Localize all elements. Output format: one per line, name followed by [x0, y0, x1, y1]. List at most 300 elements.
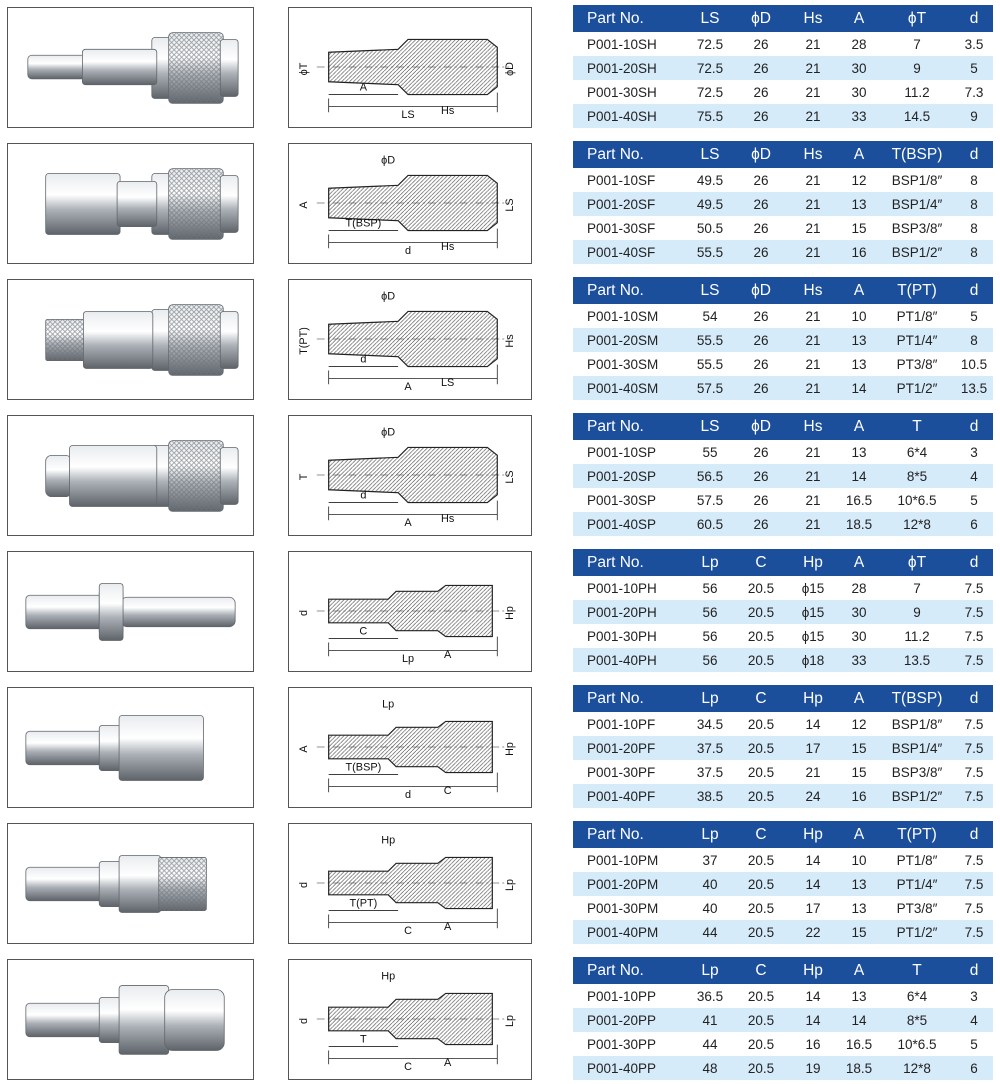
part-number-cell: P001-40SH — [573, 104, 685, 128]
hex-nut — [119, 986, 169, 1055]
spec-cell: 20.5 — [747, 900, 775, 916]
table-row — [573, 328, 993, 352]
spec-cell: 21 — [787, 328, 839, 352]
part-number-cell: P001-40PH — [573, 648, 685, 672]
spec-cell: 12 — [851, 716, 867, 732]
spec-cell: 8*5 — [879, 1008, 955, 1032]
column-header: C — [735, 957, 787, 984]
spec-cell: 57.5 — [696, 492, 724, 508]
table-header-row — [573, 277, 993, 304]
hex-collar — [99, 583, 123, 640]
spec-cell: 14 — [805, 852, 821, 868]
table-row — [573, 304, 993, 328]
spec-cell: 20.5 — [747, 716, 775, 732]
spec-cell: 13.5 — [955, 376, 993, 400]
spec-cell: 7 — [913, 36, 921, 52]
spec-cell: 56.5 — [685, 464, 735, 488]
part-number-cell: P001-30PM — [587, 900, 659, 916]
table-row — [573, 352, 993, 376]
spec-cell: 55.5 — [685, 240, 735, 264]
spec-cell: 4 — [955, 464, 993, 488]
dimension-label-t: T — [360, 1033, 367, 1046]
spec-cell: 10.5 — [960, 356, 988, 372]
dimension-label-d: d — [360, 489, 367, 502]
dimension-label-hp: Hp — [381, 834, 396, 847]
spec-cell: 26 — [753, 172, 769, 188]
dimension-label-d: ϕD — [504, 62, 517, 76]
dimension-label-hp: Hp — [381, 970, 396, 983]
dimension-diagram — [288, 959, 532, 1080]
spec-cell: 55.5 — [696, 356, 724, 372]
spec-cell: 21 — [805, 308, 821, 324]
column-header: Hs — [787, 141, 839, 168]
part-number-cell: P001-30PP — [587, 1036, 657, 1052]
dimension-label-ls: LS — [504, 470, 517, 484]
spec-cell: PT1/2″ — [879, 376, 955, 400]
spec-cell: 21 — [787, 192, 839, 216]
table-header-row — [573, 5, 993, 32]
dimension-diagram — [288, 7, 532, 128]
spec-cell: 26 — [735, 104, 787, 128]
table-row — [573, 512, 993, 536]
spec-cell: 26 — [753, 356, 769, 372]
spec-cell: 48 — [685, 1056, 735, 1080]
spec-cell: 20.5 — [735, 1056, 787, 1080]
column-header: d — [955, 141, 993, 168]
plug-female-thread-photo — [7, 687, 254, 808]
spec-cell: 26 — [735, 192, 787, 216]
dimension-label-lp: Lp — [401, 653, 415, 666]
spec-cell: 13 — [851, 444, 867, 460]
table-header-row — [573, 141, 993, 168]
dimension-label-a: A — [404, 381, 412, 394]
spec-cell: 33 — [839, 648, 879, 672]
dimension-diagram — [288, 687, 532, 808]
part-number-cell: P001-10PF — [587, 716, 656, 732]
spec-cell: 6*4 — [906, 988, 928, 1004]
table-row — [573, 576, 993, 600]
spec-cell: 10 — [851, 308, 867, 324]
column-header: T(PT) — [879, 277, 955, 304]
column-header: ϕT — [879, 549, 955, 576]
spec-cell: ϕ15 — [801, 580, 825, 596]
spec-cell: 72.5 — [685, 56, 735, 80]
spec-cell: 7.5 — [964, 852, 984, 868]
spec-cell: 21 — [787, 104, 839, 128]
spec-cell: 3 — [970, 444, 978, 460]
male-thread-knurl — [159, 857, 207, 910]
spec-cell: 13 — [839, 872, 879, 896]
part-number-cell: P001-10PM — [587, 852, 659, 868]
column-header: A — [839, 5, 879, 32]
table-row — [573, 216, 993, 240]
table-row — [573, 784, 993, 808]
column-header: A — [839, 549, 879, 576]
spec-cell: 14 — [787, 1008, 839, 1032]
part-number-cell: P001-30SM — [587, 356, 659, 372]
table-row — [573, 600, 993, 624]
spec-cell: 26 — [735, 464, 787, 488]
part-number-cell: P001-20PH — [573, 600, 685, 624]
spec-cell: 7.5 — [964, 716, 984, 732]
table-row — [573, 760, 993, 784]
spec-cell: BSP1/4″ — [879, 736, 955, 760]
spec-cell: 14 — [839, 1008, 879, 1032]
spec-cell: 72.5 — [696, 36, 724, 52]
spec-table-sp — [573, 413, 993, 536]
spec-cell: 3.5 — [964, 36, 984, 52]
column-header: Part No. — [573, 5, 685, 32]
spec-cell: 20.5 — [747, 764, 775, 780]
dimension-diagram — [288, 279, 532, 400]
part-number-cell: P001-20SP — [573, 464, 685, 488]
spec-cell: 21 — [787, 464, 839, 488]
spec-cell: 56 — [685, 648, 735, 672]
table-row — [573, 1008, 993, 1032]
column-header: d — [955, 549, 993, 576]
part-number-cell: P001-30SH — [587, 84, 657, 100]
spec-cell: PT1/2″ — [879, 920, 955, 944]
column-header: d — [955, 821, 993, 848]
dimension-label-c: C — [359, 625, 368, 638]
spec-cell: 21 — [805, 356, 821, 372]
spec-cell: 44 — [685, 920, 735, 944]
spec-cell: 26 — [753, 36, 769, 52]
spec-cell: 60.5 — [685, 512, 735, 536]
table-row — [573, 488, 993, 512]
spec-cell: 16.5 — [845, 1036, 873, 1052]
spec-cell: 7.5 — [955, 648, 993, 672]
spec-cell: ϕ15 — [801, 628, 825, 644]
table-row — [573, 56, 993, 80]
spec-cell: 8 — [955, 328, 993, 352]
spec-cell: 12 — [851, 172, 867, 188]
male-thread-knurl — [46, 319, 86, 360]
column-header: Part No. — [573, 685, 685, 712]
column-header: C — [735, 821, 787, 848]
column-header: ϕD — [735, 5, 787, 32]
dimension-label-d: ϕD — [381, 290, 396, 303]
column-header: Hp — [787, 957, 839, 984]
spec-cell: 56 — [702, 628, 718, 644]
hex-body — [83, 311, 152, 368]
dimension-label-a: A — [444, 921, 452, 934]
spec-cell: 14 — [839, 376, 879, 400]
part-number-cell: P001-40SF — [573, 240, 685, 264]
column-header: LS — [685, 413, 735, 440]
table-row — [573, 80, 993, 104]
spec-cell: 15 — [851, 220, 867, 236]
dimension-label-tbsp: T(BSP) — [345, 761, 382, 774]
spec-cell: PT1/4″ — [879, 328, 955, 352]
spec-cell: 16 — [805, 1036, 821, 1052]
spec-table-pf — [573, 685, 993, 808]
spec-cell: ϕ15 — [787, 600, 839, 624]
nut-end — [165, 990, 225, 1051]
dimension-label-ls: LS — [401, 109, 415, 122]
spec-cell: 30 — [839, 600, 879, 624]
spec-cell: 21 — [805, 764, 821, 780]
table-row — [573, 104, 993, 128]
spec-cell: 10*6.5 — [897, 492, 937, 508]
dimension-label-c: C — [404, 925, 412, 938]
dimension-label-lp: Lp — [504, 878, 517, 891]
column-header: d — [955, 685, 993, 712]
spec-cell: 20.5 — [735, 648, 787, 672]
hex-female-body — [46, 174, 120, 235]
table-row — [573, 168, 993, 192]
spec-cell: 13 — [839, 192, 879, 216]
spec-cell: PT1/4″ — [879, 872, 955, 896]
spec-cell: 21 — [805, 172, 821, 188]
table-row — [573, 984, 993, 1008]
spec-cell: 5 — [955, 56, 993, 80]
plug-nose — [26, 595, 105, 628]
column-header: d — [955, 5, 993, 32]
spec-cell: 56 — [702, 580, 718, 596]
column-header: T(BSP) — [879, 685, 955, 712]
spec-cell: 8 — [970, 172, 978, 188]
spec-cell: 22 — [787, 920, 839, 944]
dimension-label-ls: LS — [441, 377, 455, 390]
spec-cell: 20.5 — [747, 988, 775, 1004]
spec-cell: 8 — [955, 192, 993, 216]
product-section-pp — [0, 957, 1000, 1081]
part-number-cell: P001-10SH — [587, 36, 657, 52]
spec-table-sf — [573, 141, 993, 264]
column-header: d — [955, 957, 993, 984]
table-row — [573, 464, 993, 488]
socket-knurled-coupler-knurl — [169, 305, 224, 376]
socket-front-ring — [220, 311, 238, 368]
spec-cell: 34.5 — [696, 716, 724, 732]
part-number-cell: P001-20SF — [573, 192, 685, 216]
spec-cell: 36.5 — [696, 988, 724, 1004]
part-number-cell: P001-20PP — [573, 1008, 685, 1032]
spec-cell: 20.5 — [735, 920, 787, 944]
spec-cell: 7.5 — [964, 764, 984, 780]
column-header: Part No. — [573, 413, 685, 440]
spec-cell: 8*5 — [879, 464, 955, 488]
column-header: A — [839, 685, 879, 712]
spec-cell: 10*6.5 — [897, 1036, 937, 1052]
spec-cell: 19 — [787, 1056, 839, 1080]
spec-cell: 15 — [839, 920, 879, 944]
spec-cell: 7.5 — [964, 628, 984, 644]
table-row — [573, 1056, 993, 1080]
spec-cell: BSP1/2″ — [879, 240, 955, 264]
spec-cell: 55 — [702, 444, 718, 460]
table-row — [573, 1032, 993, 1056]
spec-cell: 30 — [839, 56, 879, 80]
spec-cell: 8 — [970, 220, 978, 236]
spec-cell: 8 — [955, 240, 993, 264]
column-header: LS — [685, 5, 735, 32]
spec-cell: 21 — [787, 56, 839, 80]
spec-cell: BSP1/8″ — [891, 172, 943, 188]
column-header: A — [839, 141, 879, 168]
spec-cell: 37.5 — [685, 736, 735, 760]
dimension-label-d: ϕD — [381, 154, 396, 167]
spec-cell: 37.5 — [696, 764, 724, 780]
part-number-cell: P001-30PH — [587, 628, 657, 644]
socket-knurled-coupler-knurl — [169, 441, 224, 512]
dimension-label-a: A — [359, 81, 368, 94]
body-neck — [82, 49, 156, 84]
spec-cell: 9 — [955, 104, 993, 128]
spec-cell: 26 — [753, 308, 769, 324]
dimension-label-a: A — [297, 745, 310, 753]
column-header: A — [839, 277, 879, 304]
spec-cell: 7.5 — [964, 900, 984, 916]
spec-cell: 21 — [787, 376, 839, 400]
column-header: Hs — [787, 5, 839, 32]
spec-cell: 20.5 — [735, 1008, 787, 1032]
spec-table-pm — [573, 821, 993, 944]
column-header: A — [839, 821, 879, 848]
spec-cell: 14 — [839, 464, 879, 488]
spec-cell: 28 — [851, 580, 867, 596]
column-header: ϕD — [735, 277, 787, 304]
part-number-cell: P001-20PF — [573, 736, 685, 760]
column-header: Part No. — [573, 549, 685, 576]
hex-nut — [69, 446, 156, 507]
column-header: ϕD — [735, 413, 787, 440]
part-number-cell: P001-40PF — [573, 784, 685, 808]
hex-female-body — [119, 716, 203, 781]
spec-cell: 9 — [879, 56, 955, 80]
column-header: d — [955, 277, 993, 304]
spec-cell: BSP3/8″ — [891, 220, 943, 236]
spec-cell: 20.5 — [735, 872, 787, 896]
column-header: C — [735, 549, 787, 576]
spec-cell: 21 — [805, 444, 821, 460]
spec-cell: 26 — [753, 492, 769, 508]
spec-cell: 11.2 — [904, 628, 930, 644]
spec-cell: 54 — [702, 308, 718, 324]
spec-cell: 13 — [851, 900, 867, 916]
column-header: Lp — [685, 957, 735, 984]
dimension-diagram — [288, 415, 532, 536]
column-header: Lp — [685, 685, 735, 712]
table-row — [573, 32, 993, 56]
spec-cell: 14 — [805, 716, 821, 732]
dimension-label-ls: LS — [504, 198, 517, 212]
spec-table-ph — [573, 549, 993, 672]
socket-knurled-coupler-knurl — [169, 169, 224, 240]
socket-nut-photo — [7, 415, 254, 536]
dimension-label-a: A — [297, 201, 310, 209]
table-header-row — [573, 413, 993, 440]
part-number-cell: P001-40SM — [573, 376, 685, 400]
plug-nose — [26, 1003, 105, 1036]
spec-cell: 16 — [839, 784, 879, 808]
part-number-cell: P001-10PP — [587, 988, 657, 1004]
dimension-label-d: d — [297, 881, 310, 888]
spec-cell: 12*8 — [879, 512, 955, 536]
spec-cell: 14 — [787, 872, 839, 896]
table-header-row — [573, 821, 993, 848]
spec-cell: 18.5 — [839, 512, 879, 536]
dimension-label-a: A — [444, 649, 452, 662]
spec-cell: 26 — [735, 328, 787, 352]
hose-barb — [28, 55, 88, 79]
spec-cell: 26 — [753, 84, 769, 100]
body-neck — [117, 181, 157, 226]
socket-male-thread-photo — [7, 279, 254, 400]
spec-cell: 28 — [851, 36, 867, 52]
dimension-label-lp: Lp — [504, 1014, 517, 1027]
table-row — [573, 624, 993, 648]
spec-cell: 21 — [805, 84, 821, 100]
product-section-sf — [0, 141, 1000, 265]
spec-cell: 15 — [839, 736, 879, 760]
spec-cell: BSP3/8″ — [891, 764, 943, 780]
spec-cell: 14 — [805, 988, 821, 1004]
column-header: Hp — [787, 549, 839, 576]
spec-cell: 14.5 — [879, 104, 955, 128]
spec-table-pp — [573, 957, 993, 1080]
spec-cell: PT3/8″ — [896, 356, 938, 372]
spec-cell: 20.5 — [735, 600, 787, 624]
table-row — [573, 712, 993, 736]
part-number-cell: P001-20SM — [573, 328, 685, 352]
spec-cell: 26 — [753, 444, 769, 460]
spec-cell: 30 — [851, 628, 867, 644]
spec-cell: 15 — [851, 764, 867, 780]
spec-cell: BSP1/4″ — [879, 192, 955, 216]
spec-cell: 16 — [839, 240, 879, 264]
spec-cell: 21 — [805, 36, 821, 52]
column-header: A — [839, 957, 879, 984]
spec-cell: 3 — [970, 988, 978, 1004]
spec-cell: 44 — [702, 1036, 718, 1052]
dimension-label-hp: Hp — [504, 606, 517, 620]
spec-cell: 21 — [787, 240, 839, 264]
spec-cell: 21 — [787, 512, 839, 536]
product-section-pf — [0, 685, 1000, 809]
column-header: ϕD — [735, 141, 787, 168]
dimension-label-tbsp: T(BSP) — [345, 217, 382, 230]
product-section-sm — [0, 277, 1000, 401]
spec-cell: 11.2 — [904, 84, 930, 100]
spec-cell: 20.5 — [747, 628, 775, 644]
dimension-label-t: ϕT — [297, 62, 310, 76]
table-row — [573, 896, 993, 920]
spec-cell: 5 — [970, 492, 978, 508]
spec-cell: 20.5 — [747, 580, 775, 596]
part-number-cell: P001-10SM — [587, 308, 659, 324]
column-header: Hp — [787, 685, 839, 712]
spec-cell: 17 — [805, 900, 821, 916]
spec-cell: 5 — [970, 1036, 978, 1052]
column-header: Part No. — [573, 277, 685, 304]
column-header: ϕT — [879, 5, 955, 32]
spec-cell: BSP1/2″ — [879, 784, 955, 808]
spec-cell: 7.5 — [955, 872, 993, 896]
dimension-label-d: d — [360, 353, 367, 366]
spec-cell: 21 — [805, 220, 821, 236]
spec-cell: 57.5 — [685, 376, 735, 400]
column-header: Part No. — [573, 957, 685, 984]
socket-front-ring — [220, 175, 238, 232]
spec-cell: 7.3 — [964, 84, 984, 100]
table-row — [573, 848, 993, 872]
spec-cell: 13 — [851, 988, 867, 1004]
column-header: T — [879, 413, 955, 440]
column-header: d — [955, 413, 993, 440]
column-header: LS — [685, 277, 735, 304]
